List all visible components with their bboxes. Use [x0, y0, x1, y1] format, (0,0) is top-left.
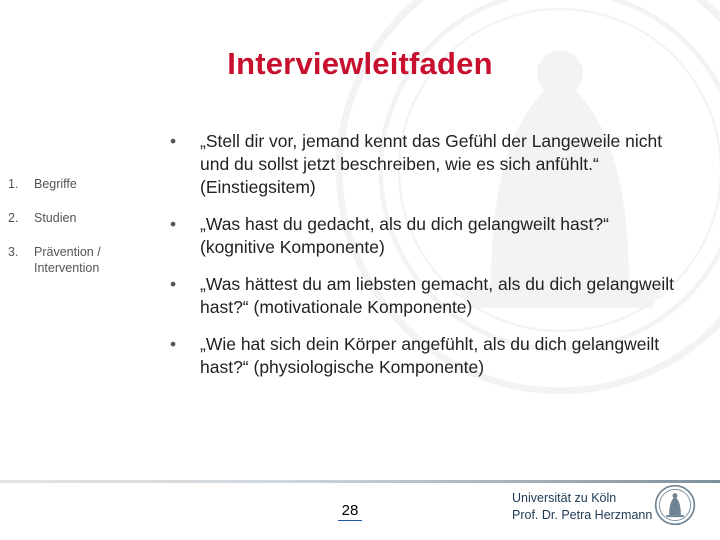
footer-author: Prof. Dr. Petra Herzmann — [512, 508, 653, 522]
nav-item-praevention[interactable] — [8, 244, 148, 276]
bullet-marker: • — [170, 214, 177, 234]
bullet-text: „Was hast du gedacht, als du dich gelangweilt hast?“ (kognitive Komponente) — [200, 214, 609, 257]
bullet-marker: • — [170, 131, 177, 151]
nav-item-begriffe[interactable] — [8, 176, 148, 192]
bullet-marker: • — [170, 334, 177, 354]
bullet-item — [168, 273, 688, 319]
bullet-marker: • — [170, 274, 177, 294]
university-seal-icon — [654, 484, 696, 526]
page-number: 28 — [341, 502, 359, 519]
footer-divider — [0, 480, 720, 483]
nav-item-number: 1. — [8, 177, 19, 191]
bullet-item — [168, 213, 688, 259]
slide-title: Interviewleitfaden — [227, 46, 493, 81]
nav-item-label: Begriffe — [34, 177, 77, 191]
section-nav — [8, 176, 148, 276]
bullet-text: „Wie hat sich dein Körper angefühlt, als du dich gelangweilt hast?“ (physiologische Komponente) — [200, 334, 660, 377]
nav-item-label: Prävention / Intervention — [34, 245, 101, 275]
bullet-text: „Stell dir vor, jemand kennt das Gefühl der Langeweile nicht und du sollst jetzt beschreiben, wie es sich anfühlt.“ (Einstiegsitem) — [200, 131, 663, 197]
footer-credit — [512, 490, 652, 524]
footer-university: Universität zu Köln — [512, 491, 617, 505]
interview-questions-list — [168, 130, 688, 379]
bullet-item — [168, 130, 688, 199]
nav-item-number: 3. — [8, 245, 19, 259]
nav-item-number: 2. — [8, 211, 19, 225]
nav-item-studien[interactable] — [8, 210, 148, 226]
bullet-item — [168, 333, 688, 379]
page-number-underline — [338, 520, 362, 521]
nav-item-label: Studien — [34, 211, 77, 225]
bullet-text: „Was hättest du am liebsten gemacht, als du dich gelangweilt hast?“ (motivationale Komponente) — [200, 274, 675, 317]
